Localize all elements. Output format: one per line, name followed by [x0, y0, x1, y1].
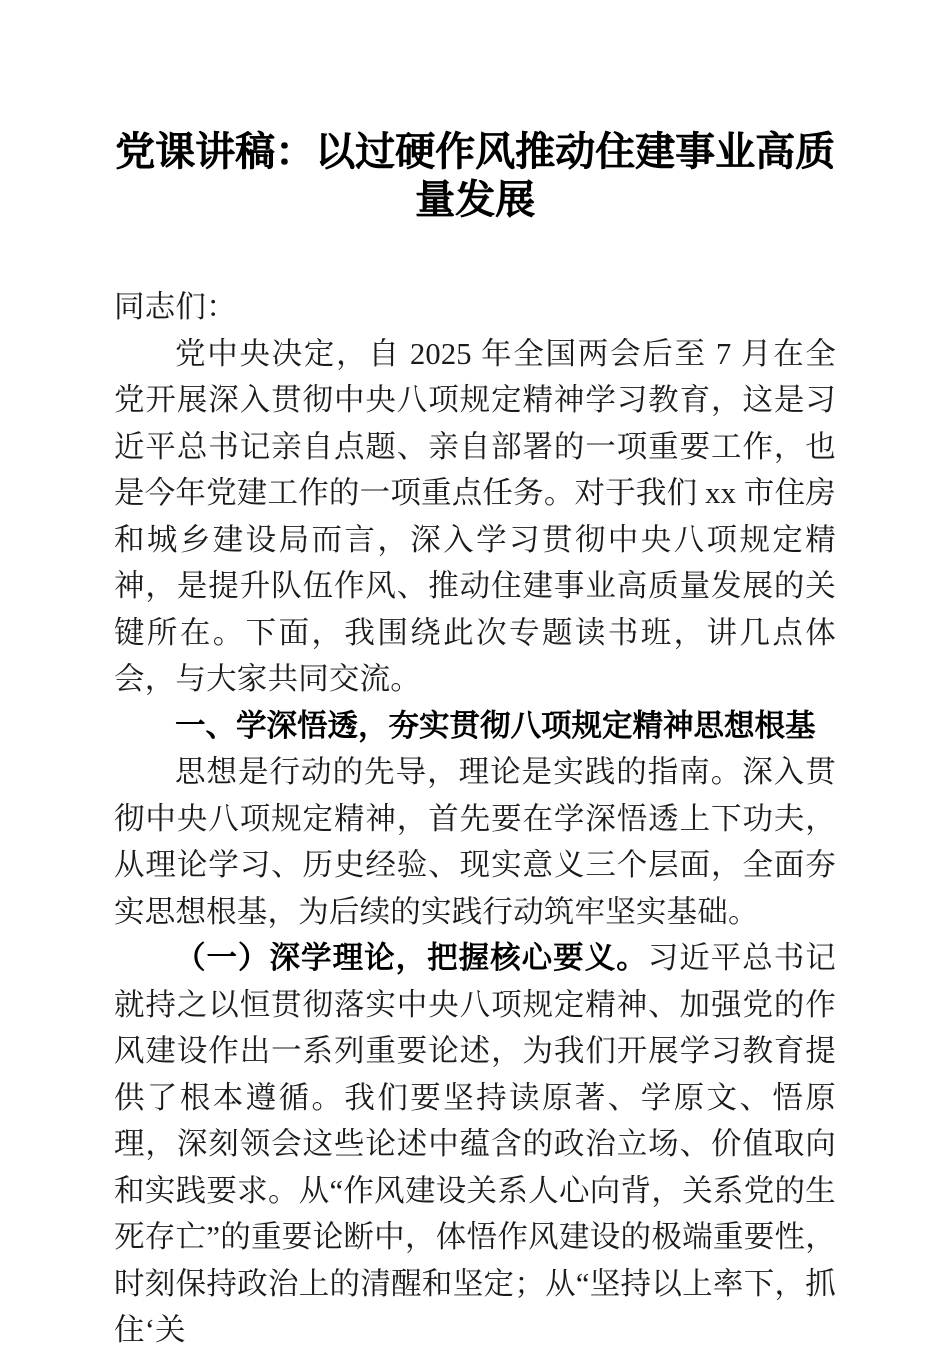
- subsection-body-1: 习近平总书记就持之以恒贯彻落实中央八项规定精神、加强党的作风建设作出一系列重要论述，为我们开展学习教育提供了根本遵循。我们要坚持读原著、学原文、悟原理，深刻领会这些论述中蕴含的政治立场、价值取向和实践要求。从“作风建设关系人心向背，关系党的生死存亡”的重要论断中，体悟作风建设的极端重要性，时刻保持政治上的清醒和坚定；从“坚持以上率下，抓住‘关: [114, 941, 837, 1347]
- page-title: 党课讲稿：以过硬作风推动住建事业高质量发展: [115, 130, 835, 222]
- document-body: [114, 0, 836, 1354]
- paragraph-opening: 党中央决定，自 2025 年全国两会后至 7 月在全党开展深入贯彻中央八项规定精神学习教育，这是习近平总书记亲自点题、亲自部署的一项重要工作，也是今年党建工作的一项重点任务。对于我们 xx 市住房和城乡建设局而言，深入学习贯彻中央八项规定精神，是提升队伍作风、推动住建事业高质量发展的关键所在。下面，我围绕此次专题读书班，讲几点体会，与大家共同交流。: [114, 336, 836, 696]
- paragraph-subsection-1: [114, 935, 836, 1354]
- salutation-line: 同志们：: [114, 290, 237, 324]
- subsection-heading-1: （一）深学理论，把握核心要义。: [175, 941, 648, 975]
- section-heading-1: 一、学深悟透，夯实贯彻八项规定精神思想根基: [175, 708, 816, 743]
- paragraph-section1-intro: 思想是行动的先导，理论是实践的指南。深入贯彻中央八项规定精神，首先要在学深悟透上下功夫，从理论学习、历史经验、现实意义三个层面，全面夯实思想根基，为后续的实践行动筑牢坚实基础。: [114, 755, 836, 929]
